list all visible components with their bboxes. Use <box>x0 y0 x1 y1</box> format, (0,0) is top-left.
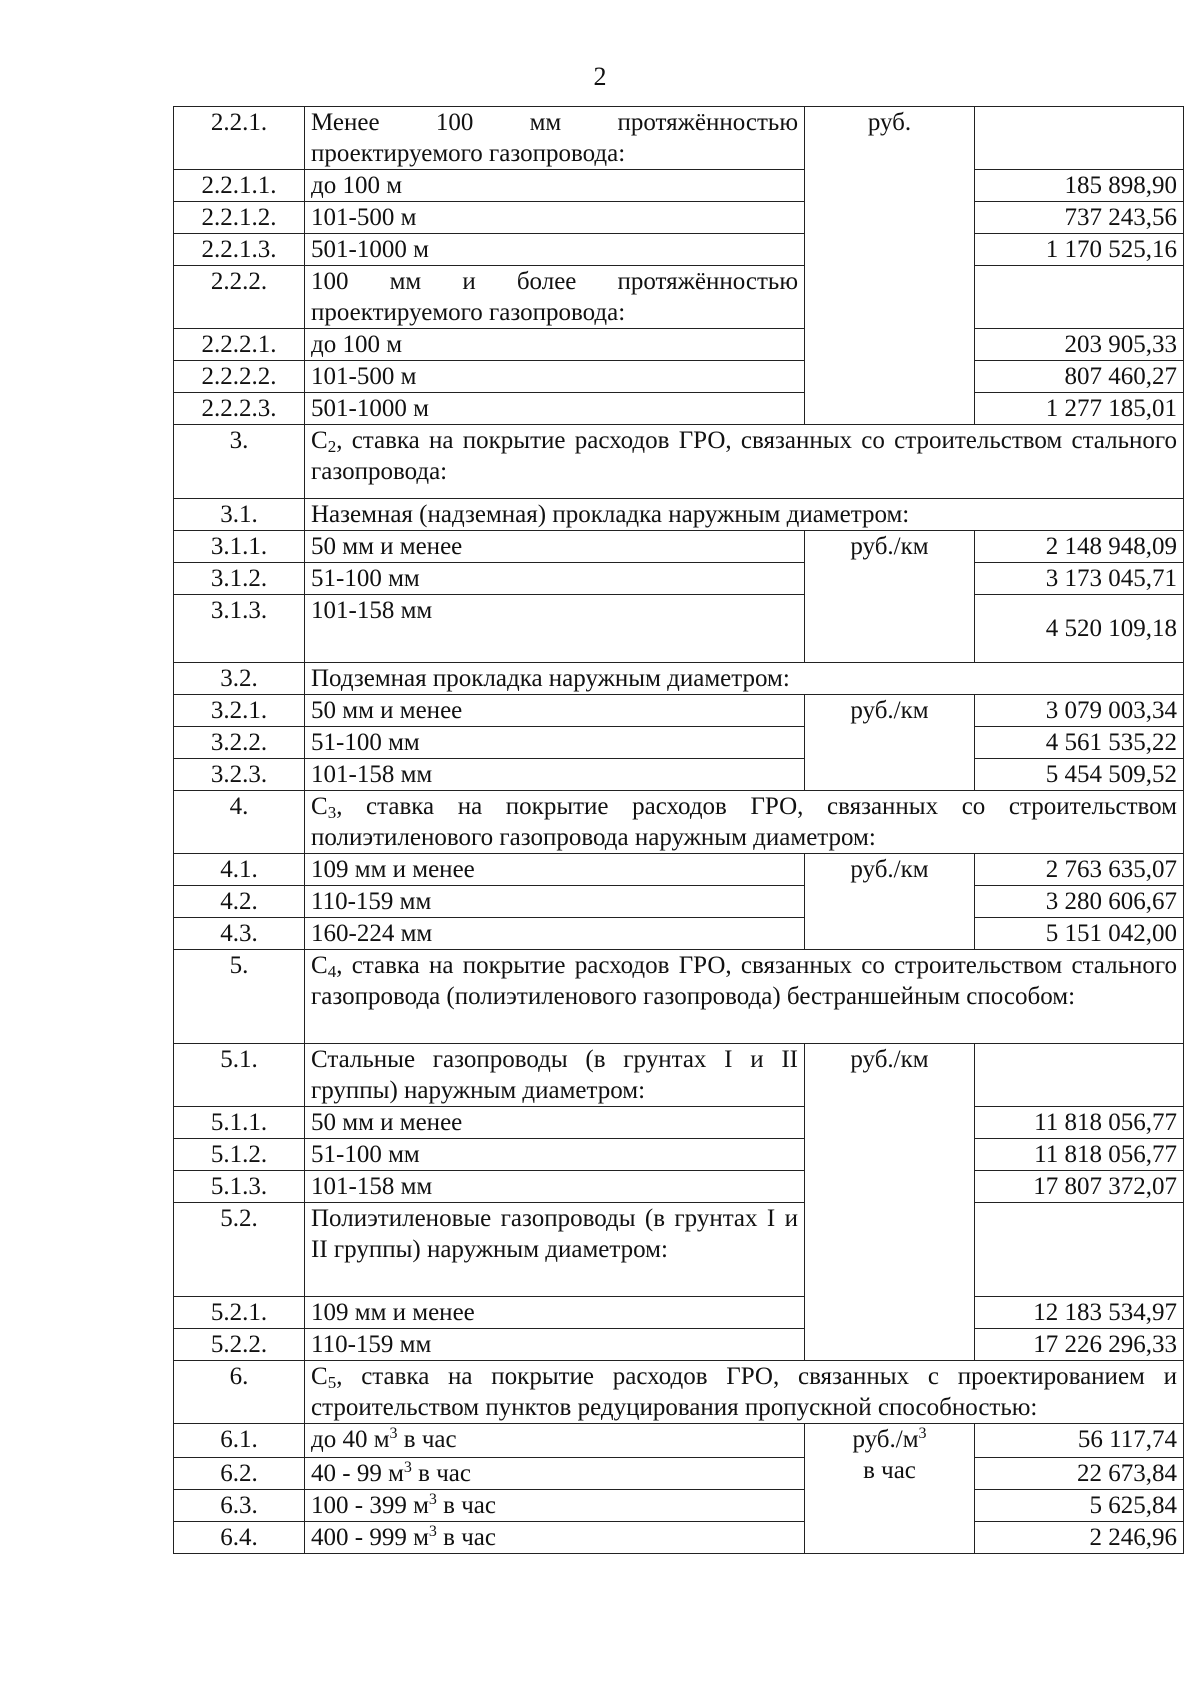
row-value: 22 673,84 <box>975 1458 1184 1490</box>
row-number: 2.2.2.1. <box>174 329 305 361</box>
row-number: 5.1. <box>174 1044 305 1107</box>
table-row <box>174 886 1184 918</box>
table-row <box>174 1107 1184 1139</box>
section-symbol: С <box>311 1363 328 1390</box>
desc-text: в час <box>397 1426 457 1453</box>
subsection-description: Наземная (надземная) прокладка наружным диаметром: <box>305 499 1184 531</box>
subsection-description: Подземная прокладка наружным диаметром: <box>305 663 1184 695</box>
desc-text: 40 - 99 м <box>311 1460 404 1487</box>
table-row <box>174 266 1184 329</box>
unit-cell: руб. <box>805 107 975 425</box>
subsection-number: 3.1. <box>174 499 305 531</box>
desc-superscript: 3 <box>428 1491 437 1508</box>
row-number: 3.2.1. <box>174 695 305 727</box>
row-description: 51-100 мм <box>305 727 805 759</box>
row-value: 3 280 606,67 <box>975 886 1184 918</box>
unit-cell: руб./км <box>805 695 975 791</box>
row-value: 5 454 509,52 <box>975 759 1184 791</box>
unit-superscript: 3 <box>918 1425 927 1442</box>
row-value: 737 243,56 <box>975 202 1184 234</box>
row-number: 3.1.1. <box>174 531 305 563</box>
table-row <box>174 563 1184 595</box>
row-value: 5 151 042,00 <box>975 918 1184 950</box>
row-number: 5.2. <box>174 1203 305 1297</box>
row-description: 101-158 мм <box>305 759 805 791</box>
row-value: 17 226 296,33 <box>975 1329 1184 1361</box>
row-number: 2.2.2.3. <box>174 393 305 425</box>
row-number: 2.2.1.1. <box>174 170 305 202</box>
row-value: 4 520 109,18 <box>975 595 1184 663</box>
unit-cell: руб./км <box>805 1044 975 1361</box>
subsection-number: 3.2. <box>174 663 305 695</box>
row-number: 6.2. <box>174 1458 305 1490</box>
section-header-row <box>174 1361 1184 1424</box>
section-text: , ставка на покрытие расходов ГРО, связанных со строительством стального газопровода: <box>311 427 1177 485</box>
row-description: 501-1000 м <box>305 234 805 266</box>
row-value: 807 460,27 <box>975 361 1184 393</box>
table-row <box>174 1329 1184 1361</box>
row-number: 6.4. <box>174 1522 305 1554</box>
row-number: 5.2.1. <box>174 1297 305 1329</box>
section-text: , ставка на покрытие расходов ГРО, связанных со строительством полиэтиленового газопровода наружным диаметром: <box>311 793 1177 851</box>
row-description <box>305 1490 805 1522</box>
row-description: 109 мм и менее <box>305 1297 805 1329</box>
table-row <box>174 1203 1184 1297</box>
row-value: 2 763 635,07 <box>975 854 1184 886</box>
row-description: 50 мм и менее <box>305 1107 805 1139</box>
row-description: 101-500 м <box>305 202 805 234</box>
section-header-row <box>174 425 1184 499</box>
section-symbol: С <box>311 793 328 820</box>
table-row <box>174 329 1184 361</box>
table-row <box>174 1139 1184 1171</box>
row-value: 11 818 056,77 <box>975 1139 1184 1171</box>
page-number: 2 <box>593 62 607 91</box>
row-value: 17 807 372,07 <box>975 1171 1184 1203</box>
row-description: до 100 м <box>305 170 805 202</box>
table-row <box>174 234 1184 266</box>
unit-text: в час <box>863 1457 916 1484</box>
section-number: 5. <box>174 950 305 1044</box>
row-value <box>975 107 1184 170</box>
desc-text: до 40 м <box>311 1426 390 1453</box>
row-value: 12 183 534,97 <box>975 1297 1184 1329</box>
row-value: 1 277 185,01 <box>975 393 1184 425</box>
row-description <box>305 1458 805 1490</box>
table-row <box>174 361 1184 393</box>
subsection-row <box>174 499 1184 531</box>
section-header-row <box>174 791 1184 854</box>
subsection-row <box>174 663 1184 695</box>
desc-text: 100 - 399 м <box>311 1492 429 1519</box>
section-symbol-subscript: 4 <box>327 962 337 981</box>
row-number: 2.2.1. <box>174 107 305 170</box>
row-number: 5.1.3. <box>174 1171 305 1203</box>
row-description: 101-500 м <box>305 361 805 393</box>
table-row <box>174 759 1184 791</box>
table-row <box>174 595 1184 663</box>
row-number: 6.1. <box>174 1424 305 1458</box>
row-description: 50 мм и менее <box>305 695 805 727</box>
row-description: 51-100 мм <box>305 1139 805 1171</box>
row-number: 3.1.3. <box>174 595 305 663</box>
table-row <box>174 107 1184 170</box>
row-description: 101-158 мм <box>305 1171 805 1203</box>
row-number: 4.3. <box>174 918 305 950</box>
table-row <box>174 1297 1184 1329</box>
desc-text: в час <box>411 1460 471 1487</box>
table-row <box>174 531 1184 563</box>
section-header-row <box>174 950 1184 1044</box>
unit-cell: руб./км <box>805 531 975 663</box>
table-row <box>174 695 1184 727</box>
row-number: 2.2.1.2. <box>174 202 305 234</box>
row-description: 51-100 мм <box>305 563 805 595</box>
unit-text: руб./м <box>852 1426 919 1453</box>
row-value: 2 246,96 <box>975 1522 1184 1554</box>
section-symbol-subscript: 3 <box>327 803 337 822</box>
row-description: 50 мм и менее <box>305 531 805 563</box>
unit-cell: руб./км <box>805 854 975 950</box>
section-description <box>305 791 1184 854</box>
row-description: 100 мм и более протяжённостью проектируемого газопровода: <box>305 266 805 329</box>
row-value: 3 079 003,34 <box>975 695 1184 727</box>
row-value <box>975 1203 1184 1297</box>
table-row <box>174 854 1184 886</box>
table-row <box>174 1424 1184 1458</box>
row-number: 6.3. <box>174 1490 305 1522</box>
row-description: Менее 100 мм протяжённостью проектируемого газопровода: <box>305 107 805 170</box>
table-row <box>174 1522 1184 1554</box>
section-text: , ставка на покрытие расходов ГРО, связанных с проектированием и строительством пунктов редуцирования пропускной способностью: <box>311 1363 1177 1421</box>
row-description: 101-158 мм <box>305 595 805 663</box>
row-number: 4.2. <box>174 886 305 918</box>
desc-superscript: 3 <box>428 1523 437 1540</box>
row-value: 56 117,74 <box>975 1424 1184 1458</box>
row-number: 4.1. <box>174 854 305 886</box>
row-description: 110-159 мм <box>305 1329 805 1361</box>
section-symbol: С <box>311 427 328 454</box>
row-number: 3.1.2. <box>174 563 305 595</box>
table-row <box>174 727 1184 759</box>
table-row <box>174 1044 1184 1107</box>
table-row <box>174 393 1184 425</box>
desc-text: 400 - 999 м <box>311 1524 429 1551</box>
row-number: 5.1.2. <box>174 1139 305 1171</box>
row-value: 4 561 535,22 <box>975 727 1184 759</box>
table-row <box>174 170 1184 202</box>
table-row <box>174 1458 1184 1490</box>
row-value <box>975 266 1184 329</box>
row-value: 3 173 045,71 <box>975 563 1184 595</box>
row-description: до 100 м <box>305 329 805 361</box>
section-description <box>305 1361 1184 1424</box>
row-description <box>305 1522 805 1554</box>
desc-superscript: 3 <box>403 1459 412 1476</box>
section-number: 4. <box>174 791 305 854</box>
section-description <box>305 425 1184 499</box>
desc-text: в час <box>436 1492 496 1519</box>
unit-cell <box>805 1424 975 1554</box>
row-number: 5.1.1. <box>174 1107 305 1139</box>
section-text: , ставка на покрытие расходов ГРО, связанных со строительством стального газопровода (полиэтиленового газопровода) бестраншейным способом: <box>311 952 1177 1010</box>
table-row <box>174 918 1184 950</box>
section-symbol: С <box>311 952 328 979</box>
row-description: 109 мм и менее <box>305 854 805 886</box>
section-number: 6. <box>174 1361 305 1424</box>
section-symbol-subscript: 5 <box>327 1373 337 1392</box>
section-symbol-subscript: 2 <box>327 437 337 456</box>
row-number: 5.2.2. <box>174 1329 305 1361</box>
row-value: 2 148 948,09 <box>975 531 1184 563</box>
desc-superscript: 3 <box>389 1425 398 1442</box>
row-description <box>305 1424 805 1458</box>
table-row <box>174 202 1184 234</box>
row-description: 501-1000 м <box>305 393 805 425</box>
row-number: 2.2.1.3. <box>174 234 305 266</box>
section-number: 3. <box>174 425 305 499</box>
row-number: 3.2.3. <box>174 759 305 791</box>
row-value: 5 625,84 <box>975 1490 1184 1522</box>
table-row <box>174 1490 1184 1522</box>
row-value: 185 898,90 <box>975 170 1184 202</box>
row-value: 203 905,33 <box>975 329 1184 361</box>
row-number: 2.2.2.2. <box>174 361 305 393</box>
row-number: 2.2.2. <box>174 266 305 329</box>
row-value: 11 818 056,77 <box>975 1107 1184 1139</box>
row-description: Стальные газопроводы (в грунтах I и II группы) наружным диаметром: <box>305 1044 805 1107</box>
row-description: 160-224 мм <box>305 918 805 950</box>
desc-text: в час <box>436 1524 496 1551</box>
tariff-table <box>173 106 1184 1554</box>
section-description <box>305 950 1184 1044</box>
row-value <box>975 1044 1184 1107</box>
row-number: 3.2.2. <box>174 727 305 759</box>
row-value: 1 170 525,16 <box>975 234 1184 266</box>
table-row <box>174 1171 1184 1203</box>
row-description: 110-159 мм <box>305 886 805 918</box>
row-description: Полиэтиленовые газопроводы (в грунтах I и II группы) наружным диаметром: <box>305 1203 805 1297</box>
